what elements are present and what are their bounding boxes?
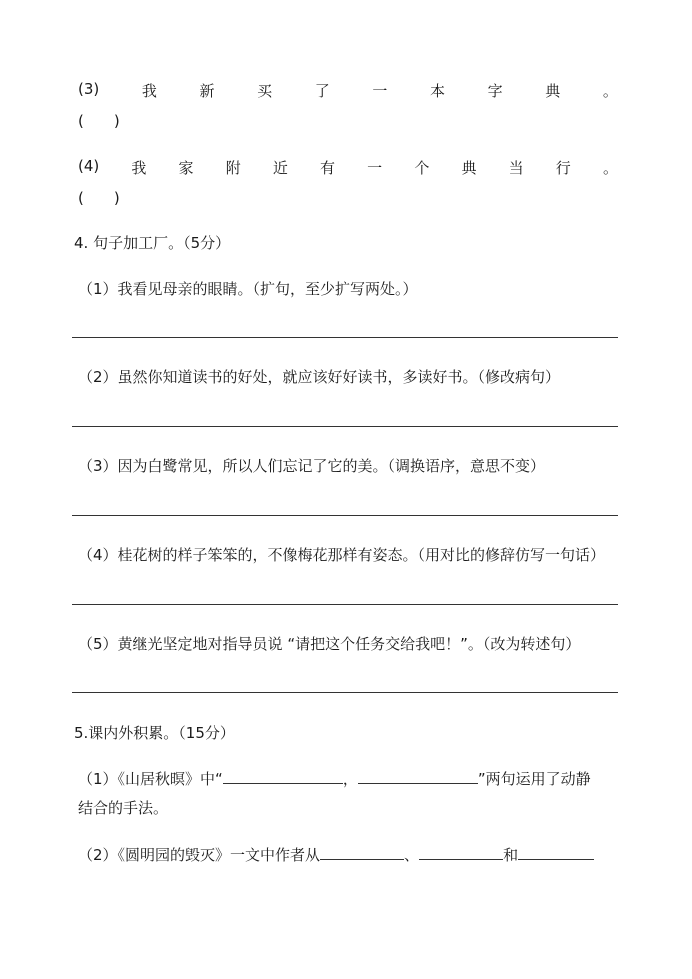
q3-item4: [78, 157, 618, 178]
q5-item-1-blank-b[interactable]: [358, 767, 478, 784]
q3-item4-char: 有: [320, 159, 336, 177]
q4-item-4: （4）桂花树的样子笨笨的，不像梅花那样有姿态。（用对比的修辞仿写一句话）: [78, 546, 606, 564]
q3-item4-char: 行: [555, 159, 571, 177]
q5-item-1-suffix: ”两句运用了动静: [477, 770, 591, 788]
q5-item-1: [78, 767, 591, 789]
q3-item4-char: 个: [414, 159, 430, 177]
q5-item-2-blank-c[interactable]: [518, 843, 594, 860]
q3-item4-char: 附: [225, 159, 241, 177]
q3-item3-char: 本: [429, 82, 445, 100]
q4-item-3-answer-line[interactable]: [72, 515, 618, 516]
q3-item4-char: 一: [367, 159, 383, 177]
q4-item-4-answer-line[interactable]: [72, 604, 618, 605]
q3-item3-char: 一: [372, 82, 388, 100]
q3-item4-char: 我: [131, 159, 147, 177]
q3-item4-label: (4): [78, 157, 100, 175]
q5-item-2-and: 和: [503, 846, 519, 864]
q4-title: 4. 句子加工厂。（5分）: [74, 234, 231, 252]
q5-item-1-prefix: （1）《山居秋暝》中“: [78, 770, 223, 788]
q4-item-2: （2）虽然你知道读书的好处，就应该好好读书，多读好书。（修改病句）: [78, 368, 561, 386]
q3-item4-char: 典: [461, 159, 477, 177]
q5-item-1-line2: 结合的手法。: [78, 799, 169, 817]
q5-title: 5.课内外积累。（15分）: [74, 724, 235, 742]
q3-item3-char: 了: [314, 82, 330, 100]
q5-item-1-blank-a[interactable]: [223, 767, 343, 784]
q3-item3-label: (3): [78, 80, 100, 98]
q4-item-1: （1）我看见母亲的眼睛。（扩句，至少扩写两处。）: [78, 280, 418, 298]
q3-item3-char: 买: [257, 82, 273, 100]
q3-item3-char: 我: [141, 82, 157, 100]
q4-item-1-answer-line[interactable]: [72, 337, 618, 338]
q3-item3-char: 典: [545, 82, 561, 100]
q5-item-2-prefix: （2）《圆明园的毁灭》一文中作者从: [78, 846, 321, 864]
q5-item-2-sep: 、: [404, 846, 420, 864]
q5-item-2: [78, 843, 594, 865]
q3-item3-char: 新: [199, 82, 215, 100]
q3-item3: [78, 80, 618, 101]
q3-item4-char: 家: [178, 159, 194, 177]
q3-item3-answer-paren[interactable]: ( ): [78, 112, 120, 130]
q4-item-2-answer-line[interactable]: [72, 426, 618, 427]
q3-item4-char: 。: [602, 159, 618, 177]
q5-item-2-blank-a[interactable]: [320, 843, 404, 860]
q3-item3-char: 字: [487, 82, 503, 100]
q4-item-3: （3）因为白鹭常见，所以人们忘记了它的美。（调换语序，意思不变）: [78, 457, 546, 475]
q5-item-2-blank-b[interactable]: [419, 843, 503, 860]
q4-item-5-answer-line[interactable]: [72, 692, 618, 693]
q5-item-1-comma: ，: [342, 770, 358, 788]
q3-item4-char: 近: [272, 159, 288, 177]
q3-item4-answer-paren[interactable]: ( ): [78, 189, 120, 207]
q3-item3-char: 。: [602, 82, 618, 100]
q4-item-5: （5）黄继光坚定地对指导员说 “请把这个任务交给我吧！”。（改为转述句）: [78, 635, 581, 653]
q3-item4-char: 当: [508, 159, 524, 177]
